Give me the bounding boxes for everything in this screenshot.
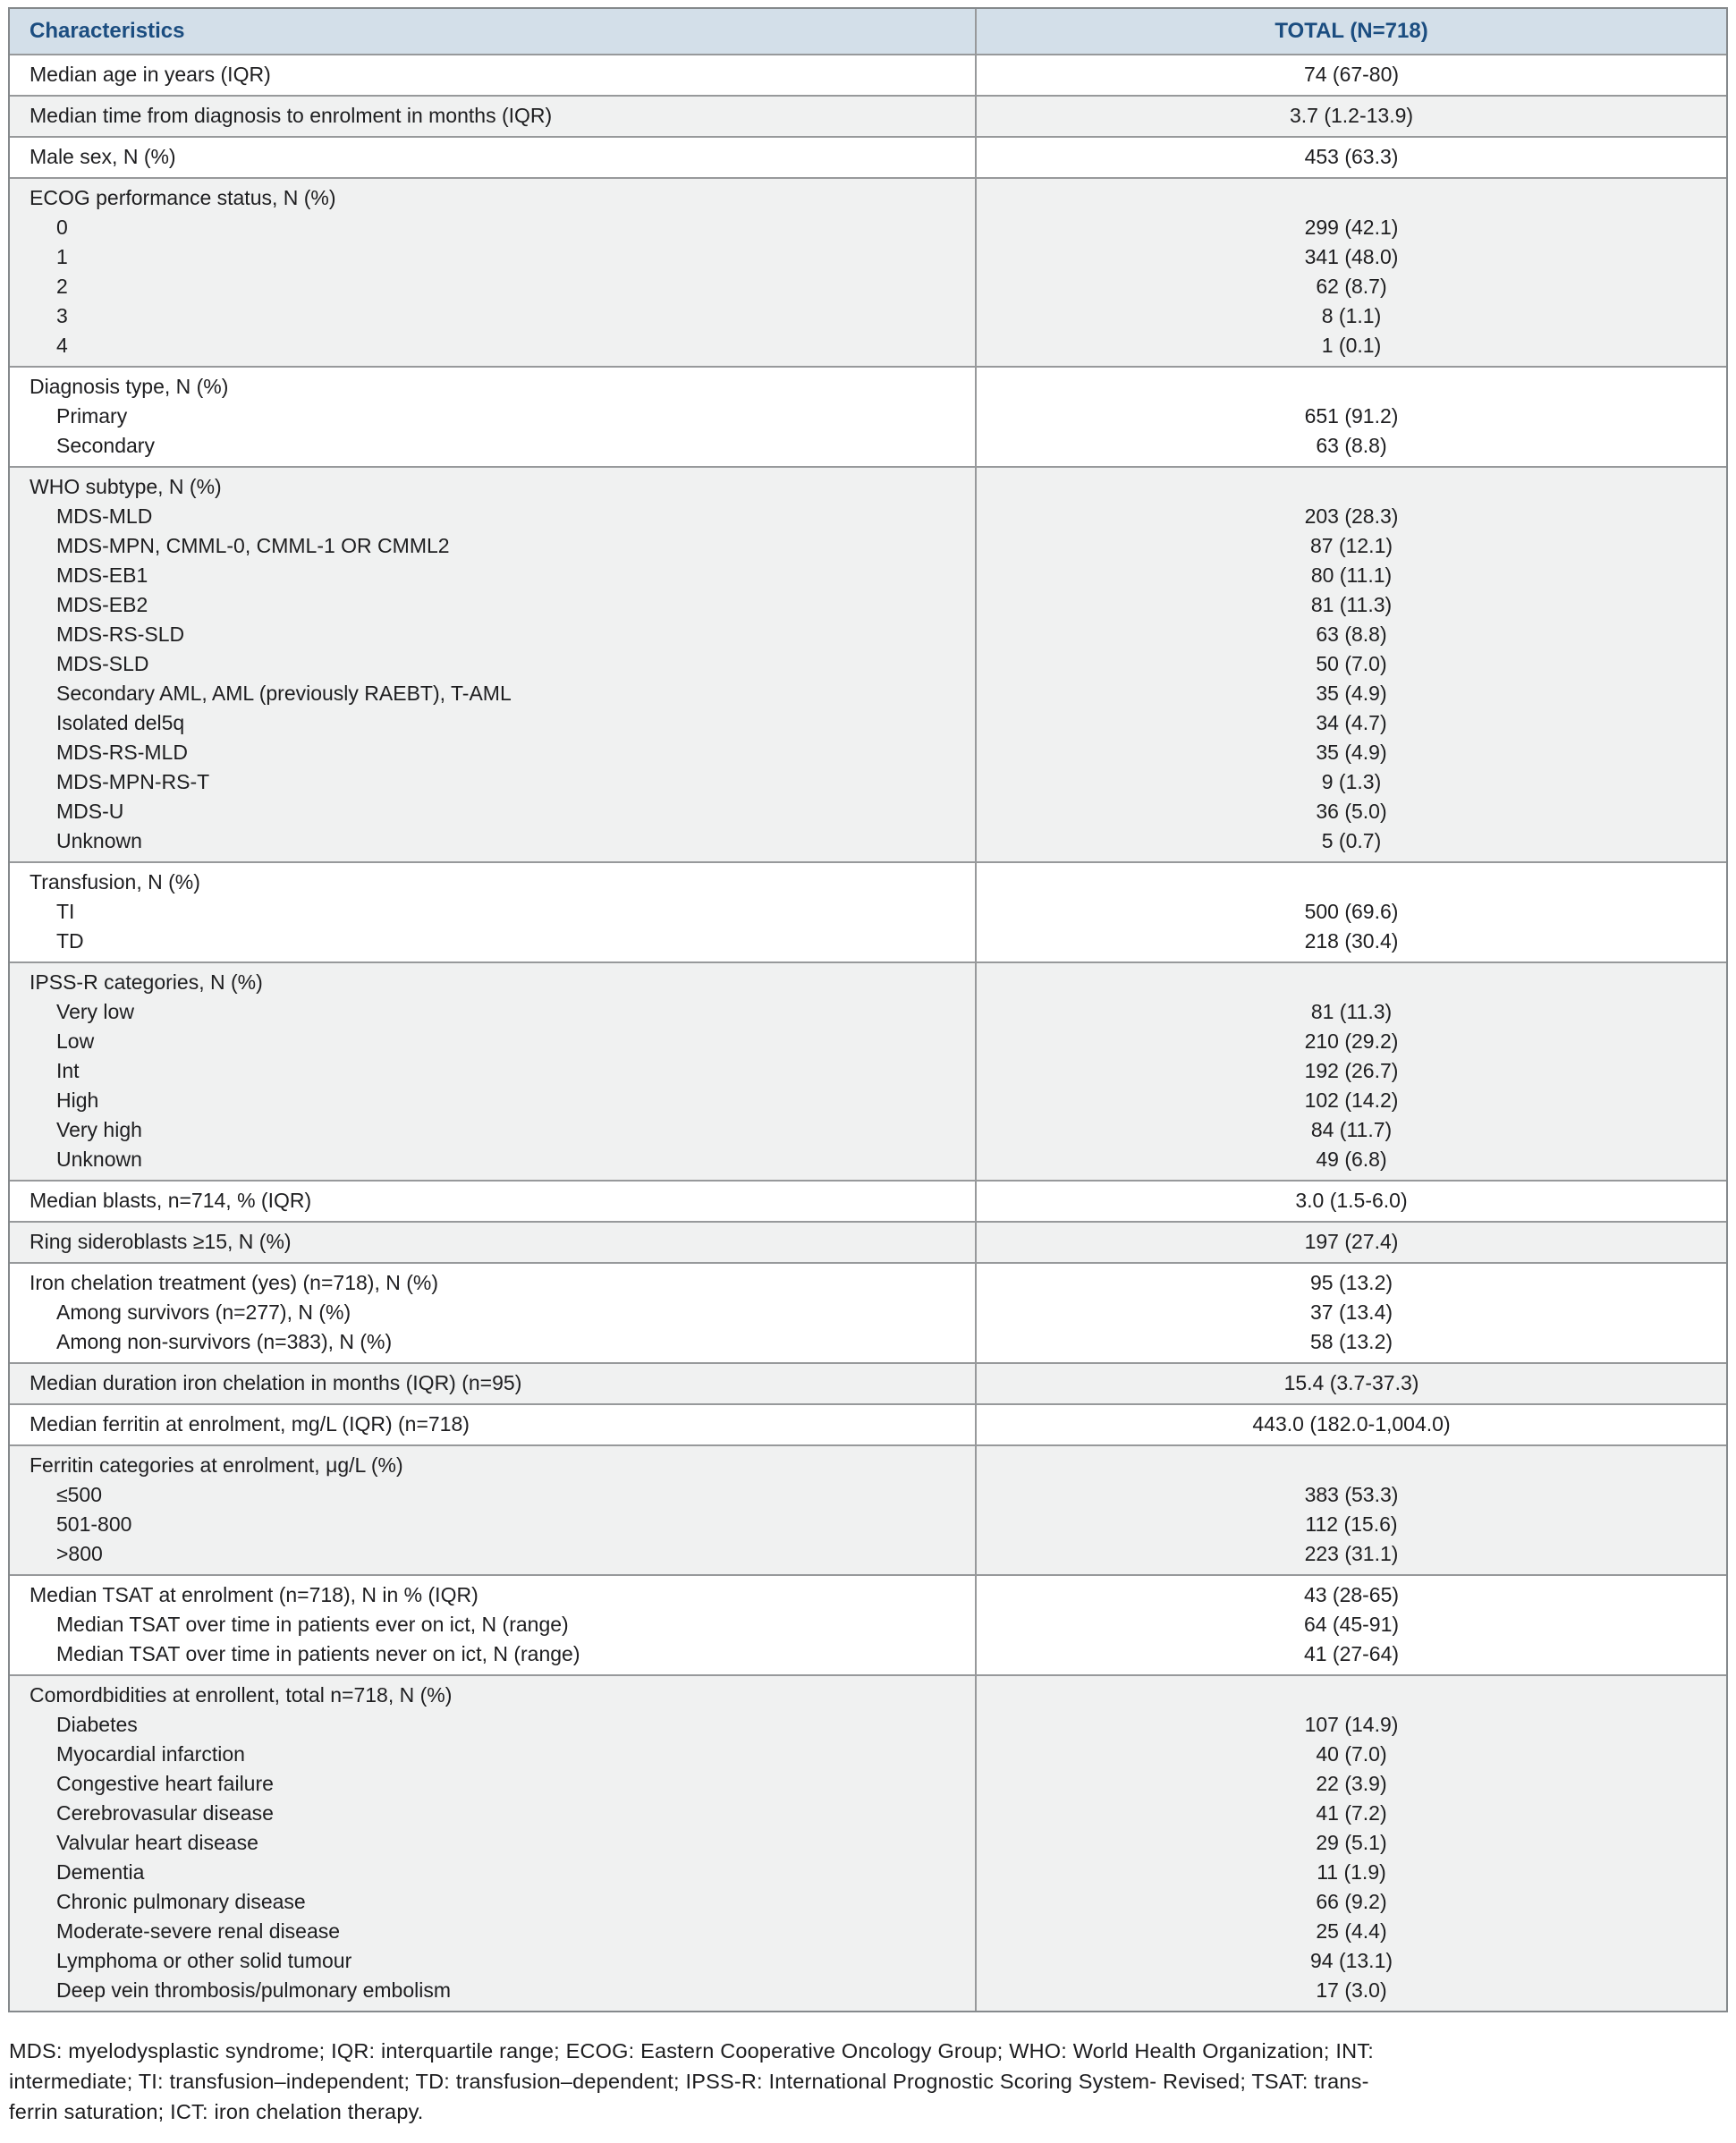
sub-row-label: Myocardial infarction [56, 1742, 245, 1766]
row-label: Male sex, N (%) [30, 145, 176, 168]
row-value: 3.7 (1.2-13.9) [1289, 104, 1414, 127]
row-label-cell [10, 1364, 975, 1403]
footnote-line: intermediate; TI: transfusion–independent; TD: transfusion–dependent; IPSS-R: International Prognostic Scoring System- Revised; TSAT: trans- [9, 2070, 1369, 2093]
sub-row-value: 41 (27-64) [1303, 1642, 1400, 1665]
column-header-total: TOTAL (N=718) [975, 9, 1726, 54]
row-label: Ring sideroblasts ≥15, N (%) [30, 1230, 292, 1253]
sub-row-value: 11 (1.9) [1317, 1860, 1386, 1884]
row-value [977, 183, 1726, 213]
row-value: 15.4 (3.7-37.3) [1283, 1371, 1419, 1394]
table-row-group [10, 366, 1726, 466]
row-value-cell [975, 97, 1726, 136]
sub-row-label: Moderate-severe renal disease [56, 1919, 341, 1943]
row-label: Iron chelation treatment (yes) (n=718), N (%) [30, 1271, 438, 1294]
row-value-cell [975, 1405, 1726, 1444]
sub-row-value: 41 (7.2) [1316, 1801, 1387, 1825]
row-label-cell [10, 468, 975, 861]
sub-row-value: 1 (0.1) [1321, 334, 1382, 357]
row-label: Median ferritin at enrolment, mg/L (IQR) (n=718) [30, 1412, 470, 1436]
row-value [977, 472, 1726, 502]
sub-row-value: 35 (4.9) [1316, 741, 1387, 764]
sub-row-value: 63 (8.8) [1316, 623, 1387, 646]
sub-row-label: MDS-MLD [56, 504, 153, 528]
sub-row-label: Unknown [56, 1148, 142, 1171]
sub-row-value: 87 (12.1) [1309, 534, 1393, 557]
row-label-cell [10, 138, 975, 177]
row-value: 95 (13.2) [1309, 1271, 1393, 1294]
table-row-group [10, 1403, 1726, 1444]
abbreviations-footnote [9, 2036, 1728, 2127]
sub-row-value: 383 (53.3) [1304, 1483, 1399, 1506]
sub-row-value: 5 (0.7) [1321, 829, 1382, 852]
sub-row-label: MDS-SLD [56, 652, 149, 675]
row-value [977, 372, 1726, 402]
sub-row-label: Median TSAT over time in patients ever on ict, N (range) [56, 1613, 569, 1636]
sub-row-label: Among survivors (n=277), N (%) [56, 1300, 351, 1324]
sub-row-label: 0 [56, 216, 68, 239]
sub-row-label: Unknown [56, 829, 142, 852]
sub-row-value: 203 (28.3) [1304, 504, 1399, 528]
sub-row-value: 81 (11.3) [1310, 593, 1393, 616]
sub-row-value: 35 (4.9) [1316, 682, 1387, 705]
column-header-characteristics: Characteristics [30, 19, 185, 43]
row-label: Transfusion, N (%) [30, 870, 200, 894]
sub-row-value: 81 (11.3) [1310, 1000, 1393, 1023]
sub-row-label: TI [56, 900, 75, 923]
row-label-cell [10, 863, 975, 961]
table-header-row [10, 9, 1726, 54]
row-label: Median time from diagnosis to enrolment in months (IQR) [30, 104, 553, 127]
row-label-cell [10, 55, 975, 95]
sub-row-label: Lymphoma or other solid tumour [56, 1949, 352, 1972]
sub-row-value: 500 (69.6) [1304, 900, 1399, 923]
row-value-cell [975, 368, 1726, 466]
row-value-cell [975, 179, 1726, 366]
row-value-cell [975, 1223, 1726, 1262]
row-label-cell [10, 1223, 975, 1262]
sub-row-value: 299 (42.1) [1304, 216, 1399, 239]
row-value [977, 1681, 1726, 1710]
table-row-group [10, 54, 1726, 95]
row-label: Diagnosis type, N (%) [30, 375, 229, 398]
sub-row-value: 25 (4.4) [1316, 1919, 1387, 1943]
row-value [977, 968, 1726, 997]
sub-row-label: Int [56, 1059, 80, 1082]
table-row-group [10, 1362, 1726, 1403]
table-row-group [10, 1674, 1726, 2011]
table-row-group [10, 861, 1726, 961]
sub-row-value: 112 (15.6) [1305, 1512, 1398, 1536]
sub-row-label: 2 [56, 275, 68, 298]
row-value-cell [975, 963, 1726, 1180]
sub-row-label: Secondary [56, 434, 155, 457]
row-value: 443.0 (182.0-1,004.0) [1252, 1412, 1451, 1436]
row-label: Median TSAT at enrolment (n=718), N in % (IQR) [30, 1583, 478, 1606]
row-label: Median age in years (IQR) [30, 63, 271, 86]
sub-row-label: MDS-MPN, CMML-0, CMML-1 OR CMML2 [56, 534, 450, 557]
row-label: WHO subtype, N (%) [30, 475, 222, 498]
sub-row-value: 22 (3.9) [1316, 1772, 1387, 1795]
sub-row-label: Valvular heart disease [56, 1831, 258, 1854]
table-row-group [10, 466, 1726, 861]
row-label-cell [10, 1676, 975, 2011]
sub-row-value: 102 (14.2) [1304, 1088, 1399, 1112]
characteristics-table [8, 7, 1728, 2012]
row-label-cell [10, 963, 975, 1180]
row-label-cell [10, 1405, 975, 1444]
sub-row-label: Low [56, 1029, 95, 1053]
sub-row-value: 49 (6.8) [1316, 1148, 1387, 1171]
row-label-cell [10, 1182, 975, 1221]
sub-row-value: 58 (13.2) [1309, 1330, 1393, 1353]
sub-row-label: >800 [56, 1542, 103, 1565]
row-label-cell [10, 1446, 975, 1574]
row-value-cell [975, 1264, 1726, 1362]
row-value-cell [975, 1446, 1726, 1574]
row-label: Comordbidities at enrollent, total n=718, N (%) [30, 1683, 453, 1707]
sub-row-label: Congestive heart failure [56, 1772, 274, 1795]
row-value-cell [975, 1576, 1726, 1674]
sub-row-label: 3 [56, 304, 68, 327]
sub-row-label: Dementia [56, 1860, 145, 1884]
row-value-cell [975, 1364, 1726, 1403]
sub-row-value: 223 (31.1) [1304, 1542, 1399, 1565]
row-label-cell [10, 1264, 975, 1362]
footnote-line: ferrin saturation; ICT: iron chelation therapy. [9, 2100, 424, 2123]
table-row-group [10, 961, 1726, 1180]
sub-row-value: 36 (5.0) [1316, 800, 1387, 823]
sub-row-value: 80 (11.1) [1310, 563, 1393, 587]
sub-row-label: Among non-survivors (n=383), N (%) [56, 1330, 393, 1353]
row-label: Median duration iron chelation in months (IQR) (n=95) [30, 1371, 522, 1394]
row-label: Median blasts, n=714, % (IQR) [30, 1189, 312, 1212]
sub-row-label: MDS-RS-SLD [56, 623, 185, 646]
sub-row-label: Isolated del5q [56, 711, 185, 734]
row-label-cell [10, 179, 975, 366]
sub-row-value: 107 (14.9) [1304, 1713, 1399, 1736]
sub-row-value: 40 (7.0) [1316, 1742, 1387, 1766]
sub-row-label: MDS-U [56, 800, 124, 823]
sub-row-value: 218 (30.4) [1304, 929, 1399, 953]
sub-row-label: 501-800 [56, 1512, 132, 1536]
sub-row-value: 37 (13.4) [1309, 1300, 1393, 1324]
table-row-group [10, 1262, 1726, 1362]
sub-row-label: Median TSAT over time in patients never on ict, N (range) [56, 1642, 580, 1665]
sub-row-value: 64 (45-91) [1303, 1613, 1400, 1636]
sub-row-label: 4 [56, 334, 68, 357]
row-value [977, 1451, 1726, 1480]
sub-row-label: Cerebrovasular disease [56, 1801, 274, 1825]
footnote-line: MDS: myelodysplastic syndrome; IQR: interquartile range; ECOG: Eastern Cooperative Oncology Group; WHO: World Health Organization; INT: [9, 2039, 1374, 2063]
sub-row-value: 62 (8.7) [1316, 275, 1387, 298]
sub-row-value: 192 (26.7) [1304, 1059, 1399, 1082]
sub-row-label: MDS-MPN-RS-T [56, 770, 210, 793]
row-label: Ferritin categories at enrolment, μg/L (%) [30, 1453, 403, 1477]
sub-row-label: MDS-RS-MLD [56, 741, 188, 764]
table-row-group [10, 1221, 1726, 1262]
row-value: 197 (27.4) [1304, 1230, 1399, 1253]
sub-row-value: 210 (29.2) [1304, 1029, 1399, 1053]
row-value [977, 868, 1726, 897]
table-row-group [10, 1574, 1726, 1674]
sub-row-value: 66 (9.2) [1316, 1890, 1387, 1913]
table-row-group [10, 177, 1726, 366]
row-value-cell [975, 1676, 1726, 2011]
row-value: 74 (67-80) [1303, 63, 1400, 86]
sub-row-label: Very high [56, 1118, 142, 1141]
sub-row-value: 63 (8.8) [1316, 434, 1387, 457]
sub-row-value: 341 (48.0) [1304, 245, 1399, 268]
row-value-cell [975, 1182, 1726, 1221]
sub-row-label: Primary [56, 404, 128, 428]
sub-row-label: Chronic pulmonary disease [56, 1890, 306, 1913]
sub-row-label: MDS-EB2 [56, 593, 148, 616]
sub-row-label: High [56, 1088, 99, 1112]
table-row-group [10, 1180, 1726, 1221]
row-value-cell [975, 863, 1726, 961]
row-label-cell [10, 1576, 975, 1674]
row-label-cell [10, 368, 975, 466]
sub-row-value: 50 (7.0) [1316, 652, 1387, 675]
sub-row-value: 84 (11.7) [1310, 1118, 1393, 1141]
sub-row-label: Diabetes [56, 1713, 138, 1736]
sub-row-value: 29 (5.1) [1316, 1831, 1387, 1854]
row-value: 453 (63.3) [1304, 145, 1399, 168]
row-value: 3.0 (1.5-6.0) [1295, 1189, 1408, 1212]
sub-row-value: 8 (1.1) [1321, 304, 1382, 327]
sub-row-value: 651 (91.2) [1304, 404, 1399, 428]
sub-row-label: Secondary AML, AML (previously RAEBT), T-AML [56, 682, 512, 705]
table-row-group [10, 95, 1726, 136]
sub-row-label: Very low [56, 1000, 134, 1023]
sub-row-label: 1 [56, 245, 68, 268]
sub-row-label: TD [56, 929, 84, 953]
row-value-cell [975, 468, 1726, 861]
row-value-cell [975, 55, 1726, 95]
sub-row-label: ≤500 [56, 1483, 102, 1506]
row-label: ECOG performance status, N (%) [30, 186, 336, 209]
sub-row-label: MDS-EB1 [56, 563, 148, 587]
row-label: IPSS-R categories, N (%) [30, 970, 263, 994]
row-label-cell [10, 97, 975, 136]
sub-row-value: 17 (3.0) [1316, 1978, 1387, 2002]
sub-row-value: 9 (1.3) [1321, 770, 1382, 793]
table-row-group [10, 1444, 1726, 1574]
table-row-group [10, 136, 1726, 177]
sub-row-value: 94 (13.1) [1309, 1949, 1393, 1972]
row-value: 43 (28-65) [1303, 1583, 1400, 1606]
sub-row-label: Deep vein thrombosis/pulmonary embolism [56, 1978, 452, 2002]
row-value-cell [975, 138, 1726, 177]
sub-row-value: 34 (4.7) [1316, 711, 1387, 734]
table-body [10, 54, 1726, 2011]
